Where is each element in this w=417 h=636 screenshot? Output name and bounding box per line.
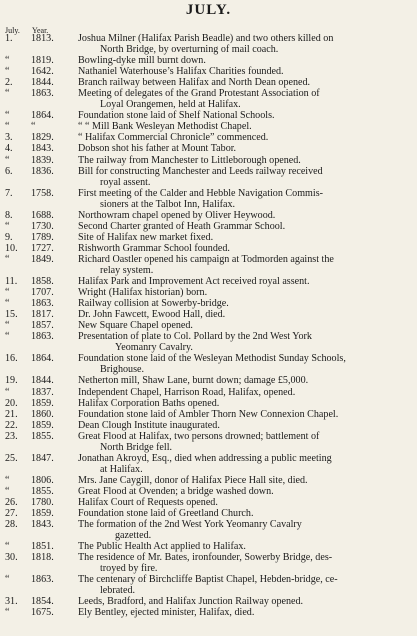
event-year: 1864. — [31, 110, 54, 122]
event-year: 1851. — [31, 541, 54, 553]
event-year: 1806. — [31, 474, 54, 486]
event-continuation-line — [0, 99, 417, 110]
event-day: “ — [5, 474, 10, 486]
event-day: 19. — [5, 375, 18, 387]
event-day: “ — [5, 485, 10, 497]
event-year: 1855. — [31, 485, 54, 497]
event-text: Great Flood at Ovenden; a bridge washed down. — [78, 485, 274, 497]
event-text: Bowling-dyke mill burnt down. — [78, 55, 206, 67]
event-day: 6. — [5, 165, 13, 177]
event-year: 1863. — [31, 88, 54, 100]
event-text: North Bridge, by overturning of mail coach. — [100, 44, 279, 56]
event-year: 1780. — [31, 496, 54, 508]
event-text: Bill for constructing Manchester and Leeds railway received — [78, 165, 323, 177]
event-text: The centenary of Birchcliffe Baptist Chapel, Hebden-bridge, ce- — [78, 574, 338, 586]
event-day: 4. — [5, 143, 13, 155]
event-line — [0, 254, 417, 265]
event-year: 1789. — [31, 231, 54, 243]
event-text: Northowram chapel opened by Oliver Heywood. — [78, 209, 276, 221]
event-text: Halifax Corporation Baths opened. — [78, 397, 220, 409]
event-day: 22. — [5, 419, 18, 431]
event-day: 25. — [5, 452, 18, 464]
event-text: Foundation stone laid of Shelf National Schools. — [78, 110, 275, 122]
event-text: Presentation of plate to Col. Pollard by the 2nd West York — [78, 331, 312, 343]
event-year: 1836. — [31, 165, 54, 177]
event-day: 10. — [5, 242, 18, 254]
event-line — [0, 121, 417, 132]
event-day: “ — [5, 88, 10, 100]
event-day: “ — [5, 386, 10, 398]
event-line — [0, 475, 417, 486]
event-text: The residence of Mr. Bates, ironfounder, Sowerby Bridge, des- — [78, 552, 333, 564]
event-text: Ely Bentley, ejected minister, Halifax, died. — [78, 607, 255, 619]
event-day: 7. — [5, 187, 13, 199]
event-year: 1863. — [31, 331, 54, 343]
event-line — [0, 243, 417, 254]
event-day: 23. — [5, 430, 18, 442]
event-line — [0, 298, 417, 309]
event-line — [0, 77, 417, 88]
event-year: 1642. — [31, 66, 54, 78]
event-year: 1857. — [31, 320, 54, 332]
event-day: “ — [5, 121, 10, 133]
event-line — [0, 420, 417, 431]
event-day: “ — [5, 607, 10, 619]
event-line — [0, 387, 417, 398]
event-day: 1. — [5, 33, 13, 44]
event-line — [0, 88, 417, 99]
event-line — [0, 287, 417, 298]
event-year: 1844. — [31, 77, 54, 89]
event-line — [0, 552, 417, 563]
event-line — [0, 519, 417, 530]
event-day: “ — [5, 253, 10, 265]
column-header-year: Year. — [32, 26, 49, 35]
event-line — [0, 596, 417, 607]
event-text: North Bridge fell. — [100, 441, 173, 453]
event-line — [0, 55, 417, 66]
event-text: Netherton mill, Shaw Lane, burnt down; damage £5,000. — [78, 375, 309, 387]
event-line — [0, 166, 417, 177]
event-day: 30. — [5, 552, 18, 564]
event-year: 1849. — [31, 253, 54, 265]
event-line — [0, 221, 417, 232]
event-year: 1843. — [31, 519, 54, 531]
event-year: 1688. — [31, 209, 54, 221]
event-day: 9. — [5, 231, 13, 243]
event-continuation-line — [0, 44, 417, 55]
event-text: Dean Clough Institute inaugurated. — [78, 419, 220, 431]
event-day: 26. — [5, 496, 18, 508]
event-year: 1858. — [31, 276, 54, 288]
event-line — [0, 276, 417, 287]
event-text: New Square Chapel opened. — [78, 320, 193, 332]
event-day: “ — [5, 154, 10, 166]
event-text: Branch railway between Halifax and North Dean opened. — [78, 77, 311, 89]
event-line — [0, 486, 417, 497]
event-continuation-line — [0, 342, 417, 353]
events-list — [0, 33, 417, 618]
event-line — [0, 143, 417, 154]
event-year: 1863. — [31, 574, 54, 586]
event-line — [0, 110, 417, 121]
event-line — [0, 188, 417, 199]
event-text: royal assent. — [100, 176, 151, 188]
event-year: 1707. — [31, 287, 54, 299]
event-day: “ — [5, 220, 10, 232]
column-header-day: July. — [5, 26, 20, 35]
event-line — [0, 331, 417, 342]
event-line — [0, 353, 417, 364]
event-text: Foundation stone laid of the Wesleyan Methodist Sunday Schools, — [78, 353, 346, 365]
event-text: Nathaniel Waterhouse’s Halifax Charities founded. — [78, 66, 284, 78]
event-text: Railway collision at Sowerby-bridge. — [78, 298, 229, 310]
event-year: 1818. — [31, 552, 54, 564]
event-text: The railway from Manchester to Littleborough opened. — [78, 154, 301, 166]
event-text: Independent Chapel, Harrison Road, Halifax, opened. — [78, 386, 296, 398]
event-year: 1859. — [31, 419, 54, 431]
event-year: 1854. — [31, 596, 54, 608]
event-text: Foundation stone laid of Ambler Thorn New Connexion Chapel. — [78, 408, 339, 420]
event-line — [0, 574, 417, 585]
event-text: Richard Oastler opened his campaign at Todmorden against the — [78, 253, 334, 265]
event-year: 1758. — [31, 187, 54, 199]
event-year: 1847. — [31, 452, 54, 464]
event-day: “ — [5, 320, 10, 332]
event-day: 20. — [5, 397, 18, 409]
event-text: The Public Health Act applied to Halifax. — [78, 541, 246, 553]
event-day: 2. — [5, 77, 13, 89]
event-text: Second Charter granted of Heath Grammar School. — [78, 220, 286, 232]
event-year: 1817. — [31, 309, 54, 321]
event-text: First meeting of the Calder and Hebble Navigation Commis- — [78, 187, 324, 199]
event-year: 1859. — [31, 508, 54, 520]
event-year: “ — [31, 121, 36, 133]
event-year: 1837. — [31, 386, 54, 398]
event-day: 3. — [5, 132, 13, 144]
event-continuation-line — [0, 464, 417, 475]
event-day: 27. — [5, 508, 18, 520]
event-line — [0, 155, 417, 166]
event-text: Loyal Orangemen, held at Halifax. — [100, 99, 241, 111]
event-day: “ — [5, 55, 10, 67]
event-year: 1863. — [31, 298, 54, 310]
event-text: Dobson shot his father at Mount Tabor. — [78, 143, 237, 155]
event-line — [0, 398, 417, 409]
event-day: “ — [5, 541, 10, 553]
event-day: “ — [5, 287, 10, 299]
event-text: The formation of the 2nd West York Yeomanry Cavalry — [78, 519, 302, 531]
event-year: 1730. — [31, 220, 54, 232]
event-text: Brighouse. — [100, 364, 145, 376]
event-text: gazetted. — [115, 530, 152, 542]
event-day: 21. — [5, 408, 18, 420]
event-text: at Halifax. — [100, 463, 143, 475]
event-text: Meeting of delegates of the Grand Protestant Association of — [78, 88, 320, 100]
event-line — [0, 541, 417, 552]
event-text: Site of Halifax new market fixed. — [78, 231, 214, 243]
event-text: Leeds, Bradford, and Halifax Junction Railway opened. — [78, 596, 304, 608]
event-year: 1819. — [31, 55, 54, 67]
event-continuation-line — [0, 530, 417, 541]
event-year: 1855. — [31, 430, 54, 442]
event-day: 28. — [5, 519, 18, 531]
event-line — [0, 66, 417, 77]
event-line — [0, 132, 417, 143]
event-line — [0, 375, 417, 386]
event-text: Wright (Halifax historian) born. — [78, 287, 208, 299]
event-text: Joshua Milner (Halifax Parish Beadle) and two others killed on — [78, 33, 334, 44]
event-line — [0, 453, 417, 464]
event-continuation-line — [0, 563, 417, 574]
event-text: “ “ Mill Bank Wesleyan Methodist Chapel. — [78, 121, 252, 133]
event-line — [0, 320, 417, 331]
event-day: 15. — [5, 309, 18, 321]
event-day: 8. — [5, 209, 13, 221]
event-continuation-line — [0, 442, 417, 453]
event-day: “ — [5, 110, 10, 122]
event-day: 16. — [5, 353, 18, 365]
event-day: “ — [5, 331, 10, 343]
page-title: JULY. — [185, 2, 232, 18]
event-day: “ — [5, 574, 10, 586]
event-text: Dr. John Fawcett, Ewood Hall, died. — [78, 309, 226, 321]
event-year: 1860. — [31, 408, 54, 420]
event-text: “ Halifax Commercial Chronicle” commenced. — [78, 132, 269, 144]
event-text: relay system. — [100, 264, 154, 276]
event-text: Rishworth Grammar School founded. — [78, 242, 230, 254]
event-continuation-line — [0, 199, 417, 210]
event-text: Foundation stone laid of Greetland Church. — [78, 508, 254, 520]
event-text: Great Flood at Halifax, two persons drowned; battlement of — [78, 430, 320, 442]
event-line — [0, 508, 417, 519]
event-year: 1843. — [31, 143, 54, 155]
event-text: lebrated. — [100, 585, 136, 597]
event-line — [0, 309, 417, 320]
event-year: 1839. — [31, 154, 54, 166]
event-text: Mrs. Jane Caygill, donor of Halifax Piece Hall site, died. — [78, 474, 308, 486]
event-continuation-line — [0, 364, 417, 375]
event-continuation-line — [0, 585, 417, 596]
event-day: “ — [5, 66, 10, 78]
event-line — [0, 210, 417, 221]
event-line — [0, 497, 417, 508]
event-line — [0, 607, 417, 618]
event-year: 1864. — [31, 353, 54, 365]
event-text: troyed by fire. — [100, 563, 158, 575]
event-text: Yeomanry Cavalry. — [115, 342, 193, 354]
event-text: Halifax Court of Requests opened. — [78, 496, 218, 508]
event-text: Jonathan Akroyd, Esq., died when addressing a public meeting — [78, 452, 332, 464]
event-year: 1675. — [31, 607, 54, 619]
event-year: 1813. — [31, 33, 54, 44]
event-year: 1859. — [31, 397, 54, 409]
event-day: “ — [5, 298, 10, 310]
event-text: sioners at the Talbot Inn, Halifax. — [100, 198, 236, 210]
event-year: 1844. — [31, 375, 54, 387]
event-continuation-line — [0, 265, 417, 276]
event-year: 1829. — [31, 132, 54, 144]
event-text: Halifax Park and Improvement Act received royal assent. — [78, 276, 310, 288]
event-year: 1727. — [31, 242, 54, 254]
event-line — [0, 409, 417, 420]
event-day: 31. — [5, 596, 18, 608]
event-day: 11. — [5, 276, 18, 288]
event-line — [0, 431, 417, 442]
event-continuation-line — [0, 177, 417, 188]
event-line — [0, 33, 417, 44]
event-line — [0, 232, 417, 243]
